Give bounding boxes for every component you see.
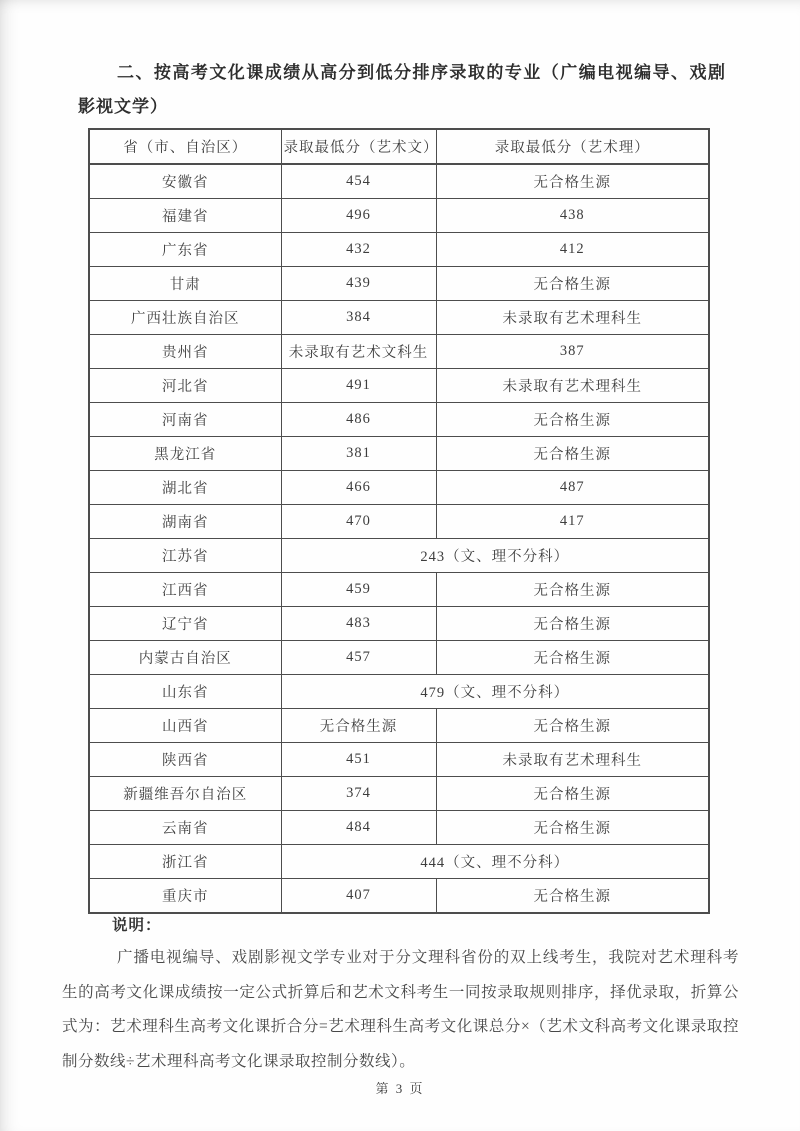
table-row xyxy=(89,607,709,641)
art-wen-score-cell: 483 xyxy=(281,607,436,641)
art-wen-score-cell: 374 xyxy=(281,777,436,811)
province-cell: 甘肃 xyxy=(89,267,281,301)
art-li-score-cell: 无合格生源 xyxy=(436,573,709,607)
table-row xyxy=(89,845,709,879)
art-wen-score-cell: 407 xyxy=(281,879,436,914)
art-li-score-cell: 无合格生源 xyxy=(436,811,709,845)
art-wen-score-cell: 451 xyxy=(281,743,436,777)
table-row xyxy=(89,369,709,403)
art-wen-score-cell: 470 xyxy=(281,505,436,539)
art-li-score-cell: 417 xyxy=(436,505,709,539)
table-body xyxy=(89,164,709,913)
art-wen-score-cell: 454 xyxy=(281,164,436,199)
art-wen-score-cell: 381 xyxy=(281,437,436,471)
art-li-score-cell: 无合格生源 xyxy=(436,879,709,914)
art-li-score-cell: 无合格生源 xyxy=(436,709,709,743)
art-wen-score-cell: 439 xyxy=(281,267,436,301)
province-cell: 山东省 xyxy=(89,675,281,709)
art-li-score-cell: 无合格生源 xyxy=(436,403,709,437)
province-cell: 辽宁省 xyxy=(89,607,281,641)
art-wen-score-cell: 491 xyxy=(281,369,436,403)
art-wen-score-cell: 384 xyxy=(281,301,436,335)
notes-paragraph: 广播电视编导、戏剧影视文学专业对于分文理科省份的双上线考生，我院对艺术理科考生的高考文化课成绩按一定公式折算后和艺术文科考生一同按录取规则排序，择优录取，折算公式为：艺术理科生高考文化课折合分=艺术理科生高考文化课总分×（艺术文科高考文化课录取控制分数线÷艺术理科高考文化课录取控制分数线）。 xyxy=(62,949,739,1070)
table-row xyxy=(89,777,709,811)
table-header-row xyxy=(89,129,709,164)
table-row xyxy=(89,675,709,709)
art-wen-score-cell: 496 xyxy=(281,199,436,233)
table-row xyxy=(89,199,709,233)
table-row xyxy=(89,539,709,573)
art-li-score-cell: 387 xyxy=(436,335,709,369)
province-cell: 河北省 xyxy=(89,369,281,403)
art-wen-score-cell: 466 xyxy=(281,471,436,505)
table-row xyxy=(89,641,709,675)
table-row xyxy=(89,301,709,335)
art-wen-score-cell: 未录取有艺术文科生 xyxy=(281,335,436,369)
province-cell: 福建省 xyxy=(89,199,281,233)
merged-score-cell: 444（文、理不分科） xyxy=(281,845,709,879)
province-cell: 江西省 xyxy=(89,573,281,607)
art-wen-score-cell: 457 xyxy=(281,641,436,675)
art-li-score-cell: 412 xyxy=(436,233,709,267)
province-cell: 山西省 xyxy=(89,709,281,743)
province-cell: 陕西省 xyxy=(89,743,281,777)
merged-score-cell: 479（文、理不分科） xyxy=(281,675,709,709)
province-cell: 广西壮族自治区 xyxy=(89,301,281,335)
table-row xyxy=(89,267,709,301)
art-wen-score-cell: 459 xyxy=(281,573,436,607)
art-li-score-cell: 无合格生源 xyxy=(436,641,709,675)
art-li-score-cell: 无合格生源 xyxy=(436,777,709,811)
art-wen-score-cell: 无合格生源 xyxy=(281,709,436,743)
art-wen-score-cell: 484 xyxy=(281,811,436,845)
table-row xyxy=(89,709,709,743)
table-row xyxy=(89,335,709,369)
province-cell: 河南省 xyxy=(89,403,281,437)
notes-label: 说明： xyxy=(112,917,162,934)
art-li-score-cell: 未录取有艺术理科生 xyxy=(436,369,709,403)
art-wen-score-cell: 432 xyxy=(281,233,436,267)
province-cell: 重庆市 xyxy=(89,879,281,914)
art-li-score-cell: 无合格生源 xyxy=(436,607,709,641)
province-cell: 湖北省 xyxy=(89,471,281,505)
table-row xyxy=(89,403,709,437)
section-title: 二、按高考文化课成绩从高分到低分排序录取的专业（广编电视编导、戏剧影视文学） xyxy=(78,63,726,116)
table-row xyxy=(89,164,709,199)
art-li-score-cell: 无合格生源 xyxy=(436,267,709,301)
table-header xyxy=(89,129,709,164)
header-province: 省（市、自治区） xyxy=(89,129,281,164)
table-row xyxy=(89,743,709,777)
header-min-score-art-li: 录取最低分（艺术理） xyxy=(436,129,709,164)
table-row xyxy=(89,573,709,607)
table-row xyxy=(89,437,709,471)
table-row xyxy=(89,811,709,845)
province-cell: 内蒙古自治区 xyxy=(89,641,281,675)
province-cell: 浙江省 xyxy=(89,845,281,879)
table-row xyxy=(89,233,709,267)
province-cell: 广东省 xyxy=(89,233,281,267)
art-li-score-cell: 无合格生源 xyxy=(436,164,709,199)
art-li-score-cell: 无合格生源 xyxy=(436,437,709,471)
merged-score-cell: 243（文、理不分科） xyxy=(281,539,709,573)
province-cell: 安徽省 xyxy=(89,164,281,199)
table-row xyxy=(89,879,709,914)
province-cell: 新疆维吾尔自治区 xyxy=(89,777,281,811)
art-wen-score-cell: 486 xyxy=(281,403,436,437)
admission-scores-table xyxy=(88,128,710,914)
table-row xyxy=(89,471,709,505)
province-cell: 黑龙江省 xyxy=(89,437,281,471)
art-li-score-cell: 未录取有艺术理科生 xyxy=(436,743,709,777)
province-cell: 云南省 xyxy=(89,811,281,845)
header-min-score-art-wen: 录取最低分（艺术文） xyxy=(281,129,436,164)
art-li-score-cell: 438 xyxy=(436,199,709,233)
province-cell: 江苏省 xyxy=(89,539,281,573)
art-li-score-cell: 487 xyxy=(436,471,709,505)
art-li-score-cell: 未录取有艺术理科生 xyxy=(436,301,709,335)
page-number: 第 3 页 xyxy=(375,1081,425,1096)
province-cell: 湖南省 xyxy=(89,505,281,539)
province-cell: 贵州省 xyxy=(89,335,281,369)
table-row xyxy=(89,505,709,539)
